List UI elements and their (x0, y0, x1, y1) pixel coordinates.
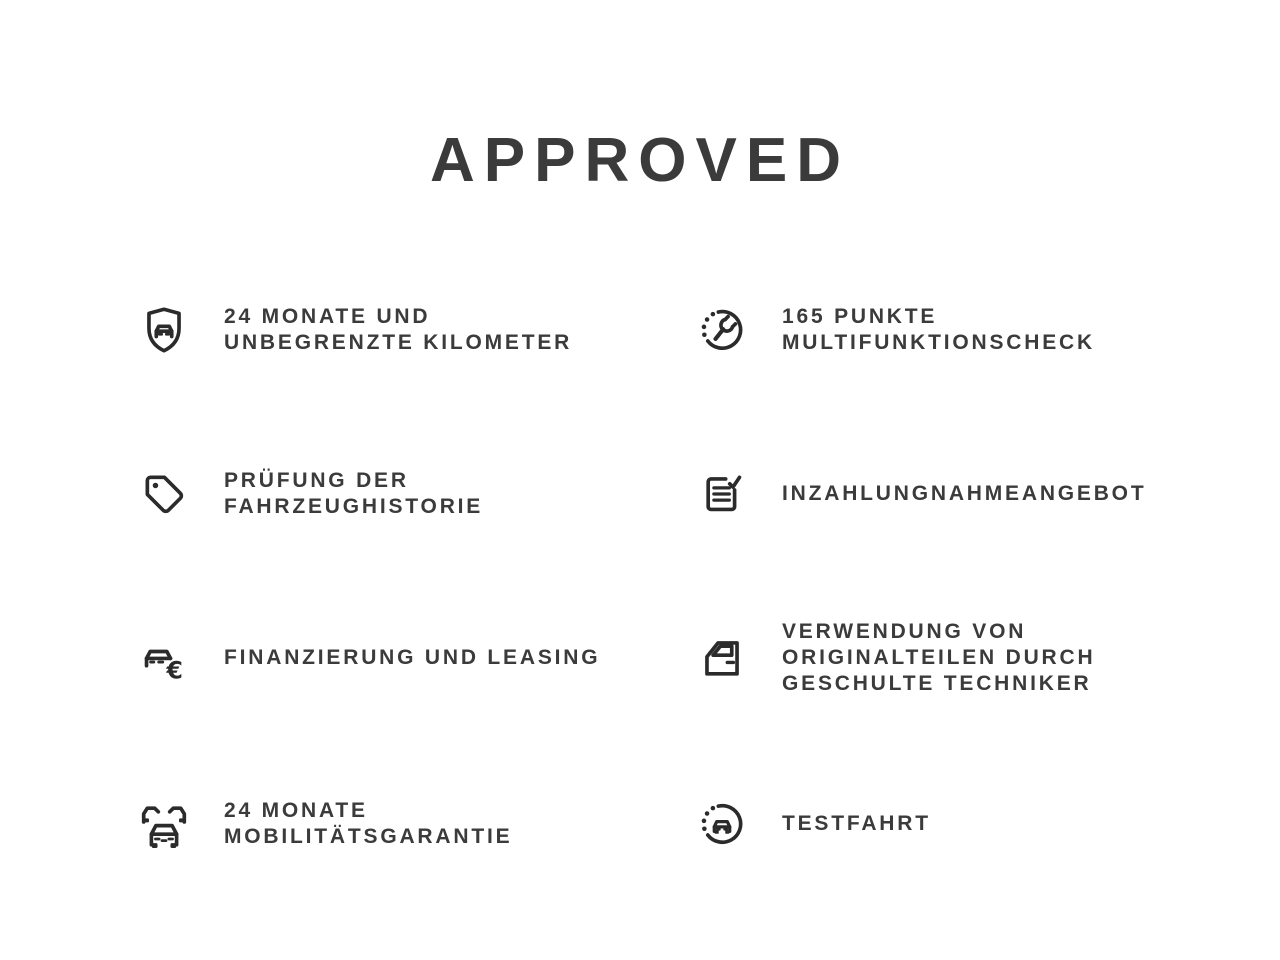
feature-financing-leasing (138, 610, 600, 706)
feature-test-drive (696, 776, 931, 872)
feature-label: 165 PUNKTE MULTIFUNKTIONSCHECK (782, 305, 1095, 354)
feature-label: 24 MONATE MOBILITÄTSGARANTIE (224, 799, 513, 848)
feature-label: TESTFAHRT (782, 812, 931, 835)
feature-165-point-check (696, 282, 1095, 378)
feature-label: PRÜFUNG DER FAHRZEUGHISTORIE (224, 469, 484, 518)
shield-car-icon (138, 304, 190, 356)
car-euro-icon (138, 632, 190, 684)
feature-trade-in-offer (696, 446, 1146, 542)
page-title: APPROVED (430, 126, 850, 195)
feature-original-parts (696, 610, 1095, 706)
car-door-icon (696, 632, 748, 684)
cars-fleet-icon (138, 798, 190, 850)
feature-label: FINANZIERUNG UND LEASING (224, 646, 601, 669)
feature-vehicle-history (138, 446, 483, 542)
svg-text:€: € (166, 656, 183, 684)
document-check-icon (696, 468, 748, 520)
feature-warranty-24-months (138, 282, 572, 378)
feature-label: VERWENDUNG VON ORIGINALTEILEN DURCH GESCHULTE TECHNIKER (782, 620, 1096, 695)
feature-label: 24 MONATE UND UNBEGRENZTE KILOMETER (224, 305, 573, 354)
gauge-wrench-icon (696, 304, 748, 356)
feature-mobility-guarantee (138, 776, 512, 872)
car-motion-icon (696, 798, 748, 850)
price-tag-icon (138, 468, 190, 520)
feature-label: INZAHLUNGNAHMEANGEBOT (782, 482, 1147, 505)
